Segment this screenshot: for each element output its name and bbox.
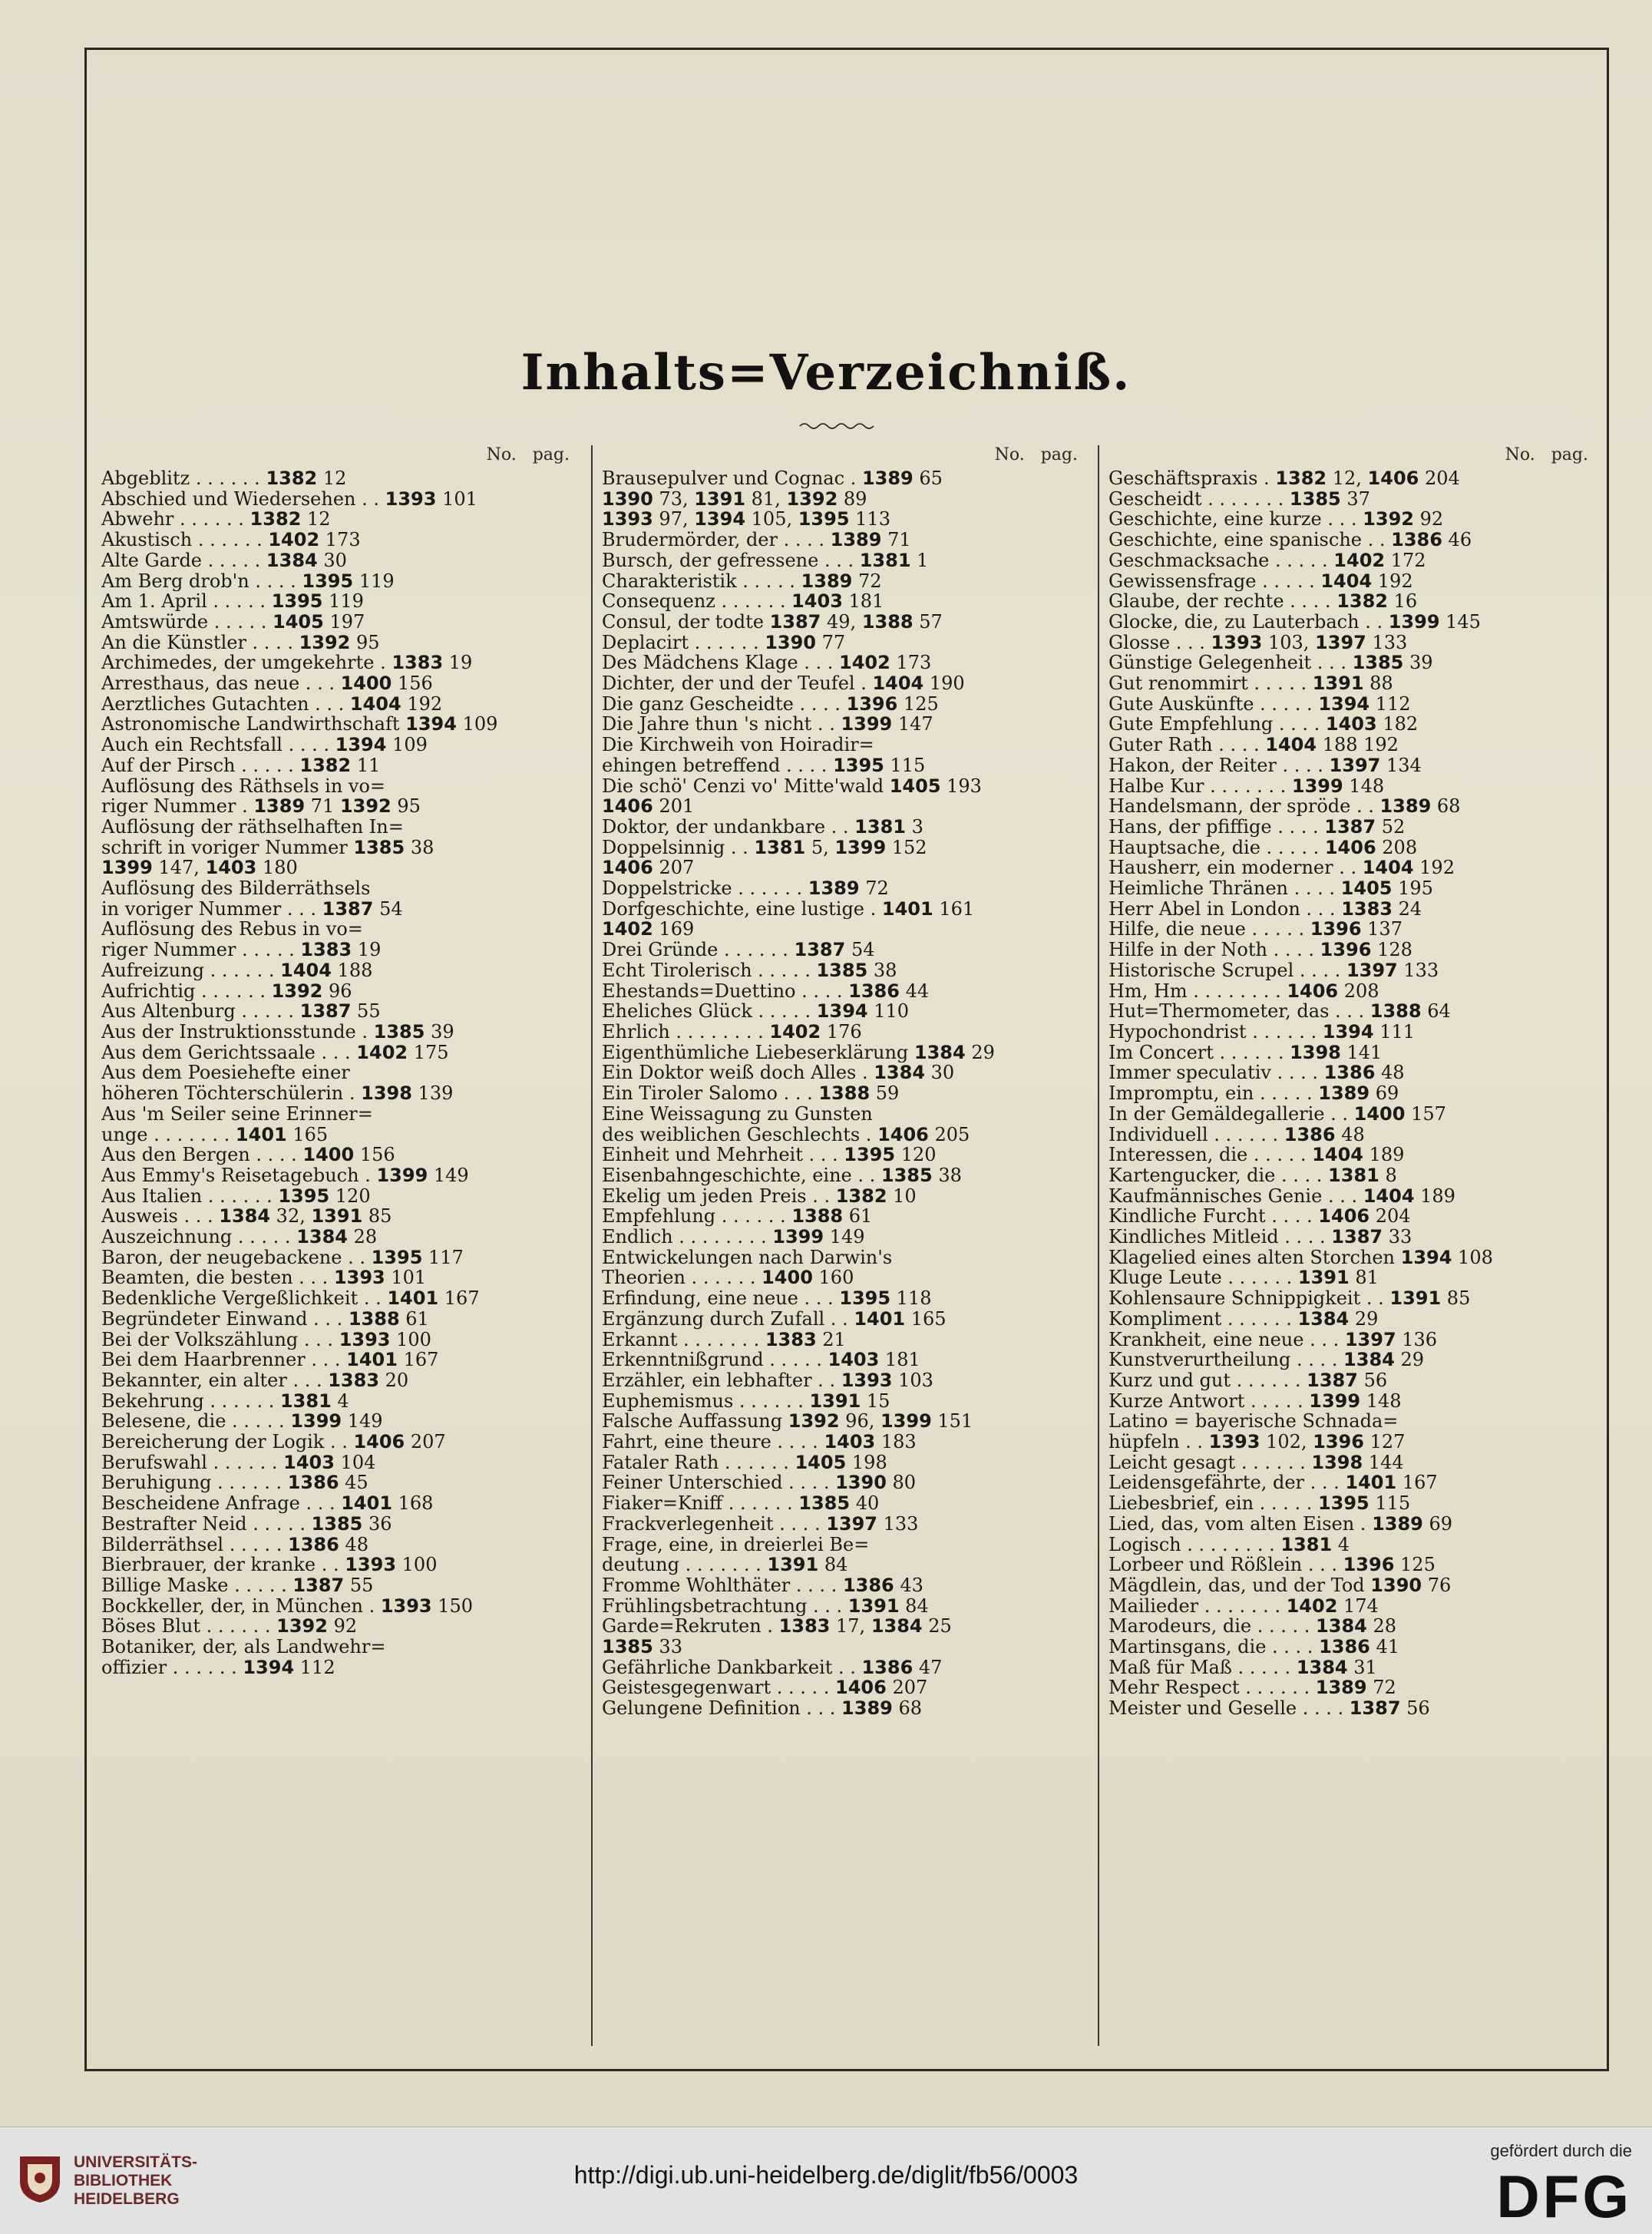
- index-entry: Glaube, der rechte . . . . 1382 16: [1108, 591, 1418, 612]
- index-entry: Ehestands=Duettino . . . . 1386 44: [602, 980, 930, 1002]
- index-entry: Hilfe in der Noth . . . . 1396 128: [1108, 940, 1412, 960]
- index-entry: Falsche Auffassung 1392 96, 1399 151: [602, 1411, 973, 1433]
- index-entry: Kurze Antwort . . . . . 1399 148: [1108, 1390, 1402, 1412]
- column-header: No. pag.: [1505, 445, 1588, 464]
- index-entry: Gut renommirt . . . . . 1391 88: [1108, 673, 1393, 694]
- index-entry: Aus dem Poesiehefte einer: [101, 1062, 350, 1084]
- index-entry: Bei dem Haarbrenner . . . 1401 167: [101, 1350, 439, 1370]
- index-entry: 1399 147, 1403 180: [101, 858, 298, 879]
- index-entry: Consul, der todte 1387 49, 1388 57: [602, 611, 943, 633]
- index-entry: 1406 201: [602, 796, 695, 817]
- index-entry: Kompliment . . . . . . 1384 29: [1108, 1308, 1379, 1330]
- index-entry: Empfehlung . . . . . . 1388 61: [602, 1206, 873, 1228]
- index-entry: Aus der Instruktionsstunde . 1385 39: [101, 1021, 454, 1043]
- index-entry: Meister und Geselle . . . . 1387 56: [1108, 1698, 1430, 1719]
- index-entry: Immer speculativ . . . . 1386 48: [1108, 1062, 1405, 1084]
- index-entry: Fiaker=Kniff . . . . . . 1385 40: [602, 1493, 880, 1514]
- index-entry: Marodeurs, die . . . . . 1384 28: [1108, 1616, 1397, 1637]
- index-entry: Erkannt . . . . . . . 1383 21: [602, 1329, 846, 1350]
- index-entry: Bursch, der gefressene . . . 1381 1: [602, 550, 929, 571]
- index-entry: Leicht gesagt . . . . . . 1398 144: [1108, 1452, 1404, 1473]
- index-entry: Auflösung des Räthsels in vo=: [101, 775, 386, 797]
- index-entry: Ein Doktor weiß doch Alles . 1384 30: [602, 1062, 955, 1084]
- index-entry: Heimliche Thränen . . . . 1405 195: [1108, 878, 1433, 899]
- index-entry: Archimedes, der umgekehrte . 1383 19: [101, 653, 473, 674]
- index-entry: Bockkeller, der, in München . 1393 150: [101, 1595, 474, 1617]
- index-entry: Eheliches Glück . . . . . 1394 110: [602, 1001, 910, 1022]
- index-entry: An die Künstler . . . . 1392 95: [101, 632, 380, 653]
- index-entry: Kindliche Furcht . . . . 1406 204: [1108, 1206, 1411, 1228]
- index-entry: In der Gemäldegallerie . . 1400 157: [1108, 1103, 1446, 1125]
- index-entry: Aus Emmy's Reisetagebuch . 1399 149: [101, 1165, 469, 1186]
- index-entry: Hut=Thermometer, das . . . 1388 64: [1108, 1001, 1451, 1022]
- index-entry: Feiner Unterschied . . . . 1390 80: [602, 1472, 917, 1494]
- index-entry: Aus 'm Seiler seine Erinner=: [101, 1103, 373, 1125]
- index-entry: Hakon, der Reiter . . . . 1397 134: [1108, 755, 1422, 776]
- index-entry: Doppelstricke . . . . . . 1389 72: [602, 878, 889, 899]
- column-header: No. pag.: [486, 445, 570, 464]
- index-entry: Frage, eine, in dreierlei Be=: [602, 1534, 870, 1555]
- index-entry: Astronomische Landwirthschaft 1394 109: [101, 714, 498, 735]
- index-entry: Leidensgefährte, der . . . 1401 167: [1108, 1472, 1438, 1494]
- index-entry: Glosse . . . 1393 103, 1397 133: [1108, 632, 1408, 653]
- dfg-logo: DFG: [1496, 2163, 1632, 2230]
- index-entry: Kluge Leute . . . . . . 1391 81: [1108, 1267, 1379, 1289]
- source-url-link[interactable]: http://digi.ub.uni-heidelberg.de/diglit/fb56/0003: [573, 2161, 1079, 2189]
- index-entry: Kohlensaure Schnippigkeit . . 1391 85: [1108, 1288, 1471, 1309]
- index-entry: hüpfeln . . 1393 102, 1396 127: [1108, 1432, 1406, 1452]
- index-entry: Aus Altenburg . . . . . 1387 55: [101, 1001, 381, 1022]
- index-entry: Lied, das, vom alten Eisen . 1389 69: [1108, 1513, 1453, 1535]
- index-entry: Mägdlein, das, und der Tod 1390 76: [1108, 1575, 1452, 1596]
- index-column-1: [92, 445, 583, 2046]
- entry-list: [1099, 468, 1602, 1719]
- index-entry: Arresthaus, das neue . . . 1400 156: [101, 673, 433, 694]
- title-flourish: [798, 421, 875, 431]
- index-entry: Hans, der pfiffige . . . . 1387 52: [1108, 816, 1406, 838]
- index-entry: Geschichte, eine spanische . . 1386 46: [1108, 530, 1472, 550]
- index-entry: Kartengucker, die . . . . 1381 8: [1108, 1165, 1397, 1186]
- index-entry: Abgeblitz . . . . . . 1382 12: [101, 468, 347, 489]
- index-entry: in voriger Nummer . . . 1387 54: [101, 898, 403, 920]
- index-entry: Abschied und Wiedersehen . . 1393 101: [101, 488, 477, 510]
- index-entry: Dorfgeschichte, eine lustige . 1401 161: [602, 898, 975, 920]
- index-entry: schrift in voriger Nummer 1385 38: [101, 837, 434, 858]
- index-entry: Mehr Respect . . . . . . 1389 72: [1108, 1677, 1396, 1699]
- index-entry: deutung . . . . . . . 1391 84: [602, 1555, 848, 1575]
- index-entry: Halbe Kur . . . . . . . 1399 148: [1108, 775, 1385, 797]
- index-entry: Die schö' Cenzi vo' Mitte'wald 1405 193: [602, 775, 982, 797]
- index-entry: Impromptu, ein . . . . . 1389 69: [1108, 1083, 1399, 1104]
- index-entry: Am 1. April . . . . . 1395 119: [101, 591, 364, 612]
- index-entry: 1385 33: [602, 1637, 682, 1657]
- index-entry: Geschmacksache . . . . . 1402 172: [1108, 550, 1426, 571]
- index-entry: Erfindung, eine neue . . . 1395 118: [602, 1288, 932, 1309]
- index-entry: 1406 207: [602, 858, 695, 879]
- index-column-3: [1098, 445, 1602, 2046]
- index-entry: Hausherr, ein moderner . . 1404 192: [1108, 858, 1455, 879]
- index-entry: Aus dem Gerichtssaale . . . 1402 175: [101, 1042, 449, 1063]
- index-entry: Aerztliches Gutachten . . . 1404 192: [101, 693, 443, 715]
- index-entry: Belesene, die . . . . . 1399 149: [101, 1411, 383, 1433]
- index-entry: Auf der Pirsch . . . . . 1382 11: [101, 755, 381, 776]
- index-entry: Dichter, der und der Teufel . 1404 190: [602, 673, 965, 694]
- index-entry: Frühlingsbetrachtung . . . 1391 84: [602, 1595, 929, 1617]
- index-entry: des weiblichen Geschlechts . 1406 205: [602, 1124, 970, 1145]
- index-entry: Historische Scrupel . . . . 1397 133: [1108, 960, 1439, 981]
- index-entry: Kunstverurtheilung . . . . 1384 29: [1108, 1350, 1425, 1370]
- index-entry: Theorien . . . . . . 1400 160: [602, 1267, 854, 1289]
- index-entry: offizier . . . . . . 1394 112: [101, 1657, 335, 1678]
- index-entry: riger Nummer . 1389 71 1392 95: [101, 796, 421, 817]
- index-entry: Abwehr . . . . . . 1382 12: [101, 509, 331, 530]
- index-entry: Erkenntnißgrund . . . . . 1403 181: [602, 1350, 920, 1370]
- library-line-3: HEIDELBERG: [74, 2190, 180, 2208]
- index-entry: Botaniker, der, als Landwehr=: [101, 1637, 386, 1657]
- index-entry: Bierbrauer, der kranke . . 1393 100: [101, 1555, 438, 1575]
- index-entry: Aufrichtig . . . . . . 1392 96: [101, 980, 352, 1002]
- index-entry: Akustisch . . . . . . 1402 173: [101, 530, 361, 550]
- index-entry: Hilfe, die neue . . . . . 1396 137: [1108, 919, 1403, 940]
- index-entry: Kurz und gut . . . . . . 1387 56: [1108, 1370, 1388, 1391]
- index-entry: Bekehrung . . . . . . 1381 4: [101, 1390, 349, 1412]
- index-entry: Erzähler, ein lebhafter . . 1393 103: [602, 1370, 933, 1391]
- index-entry: Bereicherung der Logik . . 1406 207: [101, 1432, 446, 1452]
- index-entry: Begründeter Einwand . . . 1388 61: [101, 1308, 429, 1330]
- index-entry: Latino = bayerische Schnada=: [1108, 1411, 1399, 1433]
- index-entry: Drei Gründe . . . . . . 1387 54: [602, 940, 875, 960]
- index-entry: Hypochondrist . . . . . . 1394 111: [1108, 1021, 1415, 1043]
- index-entry: 1390 73, 1391 81, 1392 89: [602, 488, 867, 510]
- index-entry: Brudermörder, der . . . . 1389 71: [602, 530, 911, 550]
- index-entry: Krankheit, eine neue . . . 1397 136: [1108, 1329, 1438, 1350]
- funded-by-label: gefördert durch die: [1490, 2141, 1632, 2160]
- index-entry: Bilderräthsel . . . . . 1386 48: [101, 1534, 368, 1555]
- index-entry: Auflösung des Rebus in vo=: [101, 919, 363, 940]
- index-column-2: [591, 445, 1092, 2046]
- index-entry: Bescheidene Anfrage . . . 1401 168: [101, 1493, 434, 1514]
- index-entry: Klagelied eines alten Storchen 1394 108: [1108, 1247, 1493, 1268]
- index-entry: Endlich . . . . . . . . 1399 149: [602, 1227, 865, 1248]
- index-entry: Interessen, die . . . . . 1404 189: [1108, 1145, 1405, 1165]
- index-entry: Geschäftspraxis . 1382 12, 1406 204: [1108, 468, 1460, 489]
- index-entry: Geschichte, eine kurze . . . 1392 92: [1108, 509, 1444, 530]
- index-entry: Im Concert . . . . . . 1398 141: [1108, 1042, 1383, 1063]
- index-entry: Auflösung der räthselhaften In=: [101, 816, 404, 838]
- index-entry: Ausweis . . . 1384 32, 1391 85: [101, 1206, 392, 1228]
- index-entry: Frackverlegenheit . . . . 1397 133: [602, 1513, 919, 1535]
- index-entry: Eigenthümliche Liebeserklärung 1384 29: [602, 1042, 995, 1063]
- index-entry: Logisch . . . . . . . . 1381 4: [1108, 1534, 1350, 1555]
- index-entry: Gescheidt . . . . . . . 1385 37: [1108, 488, 1370, 510]
- index-entry: Gefährliche Dankbarkeit . . 1386 47: [602, 1657, 943, 1678]
- index-entry: Auszeichnung . . . . . 1384 28: [101, 1227, 378, 1248]
- index-entry: Doppelsinnig . . 1381 5, 1399 152: [602, 837, 927, 858]
- index-entry: Kaufmännisches Genie . . . 1404 189: [1108, 1185, 1455, 1207]
- entry-list: [92, 468, 583, 1677]
- index-entry: unge . . . . . . . 1401 165: [101, 1124, 329, 1145]
- index-entry: Bedenkliche Vergeßlichkeit . . 1401 167: [101, 1288, 480, 1309]
- index-entry: Eisenbahngeschichte, eine . . 1385 38: [602, 1165, 962, 1186]
- index-entry: Maß für Maß . . . . . 1384 31: [1108, 1657, 1377, 1678]
- entry-list: [593, 468, 1092, 1719]
- index-entry: Billige Maske . . . . . 1387 55: [101, 1575, 374, 1596]
- index-entry: Böses Blut . . . . . . 1392 92: [101, 1616, 358, 1637]
- index-entry: Ehrlich . . . . . . . . 1402 176: [602, 1021, 862, 1043]
- index-entry: Auch ein Rechtsfall . . . . 1394 109: [101, 735, 428, 755]
- index-entry: Geistesgegenwart . . . . . 1406 207: [602, 1677, 928, 1699]
- index-entry: Doktor, der undankbare . . 1381 3: [602, 816, 923, 838]
- index-entry: Berufswahl . . . . . . 1403 104: [101, 1452, 376, 1473]
- index-entry: Martinsgans, die . . . . 1386 41: [1108, 1637, 1400, 1657]
- index-entry: Hm, Hm . . . . . . . . 1406 208: [1108, 980, 1379, 1002]
- index-entry: Gelungene Definition . . . 1389 68: [602, 1698, 923, 1719]
- index-entry: Alte Garde . . . . . 1384 30: [101, 550, 347, 571]
- column-header: No. pag.: [994, 445, 1078, 464]
- index-entry: höheren Töchterschülerin . 1398 139: [101, 1083, 454, 1104]
- index-entry: Aufreizung . . . . . . 1404 188: [101, 960, 373, 981]
- index-entry: ehingen betreffend . . . . 1395 115: [602, 755, 926, 776]
- index-entry: Gute Auskünfte . . . . . 1394 112: [1108, 693, 1411, 715]
- index-entry: Individuell . . . . . . 1386 48: [1108, 1124, 1365, 1145]
- index-entry: Gute Empfehlung . . . . 1403 182: [1108, 714, 1419, 735]
- page-title: Inhalts=Verzeichniß.: [520, 344, 1132, 402]
- index-entry: Lorbeer und Rößlein . . . 1396 125: [1108, 1555, 1436, 1575]
- index-entry: Mailieder . . . . . . . 1402 174: [1108, 1595, 1379, 1617]
- index-entry: Beamten, die besten . . . 1393 101: [101, 1267, 427, 1289]
- index-entry: Kindliches Mitleid . . . . 1387 33: [1108, 1227, 1412, 1248]
- index-entry: Glocke, die, zu Lauterbach . . 1399 145: [1108, 611, 1481, 633]
- index-entry: Liebesbrief, ein . . . . . 1395 115: [1108, 1493, 1411, 1514]
- index-entry: Bestrafter Neid . . . . . 1385 36: [101, 1513, 392, 1535]
- viewer-footer: [0, 2127, 1652, 2234]
- library-line-1: UNIVERSITÄTS-: [74, 2153, 198, 2171]
- index-entry: Gewissensfrage . . . . . 1404 192: [1108, 570, 1413, 592]
- index-entry: Brausepulver und Cognac . 1389 65: [602, 468, 943, 489]
- index-entry: riger Nummer . . . . . 1383 19: [101, 940, 382, 960]
- index-entry: 1393 97, 1394 105, 1395 113: [602, 509, 890, 530]
- index-entry: Bekannter, ein alter . . . 1383 20: [101, 1370, 409, 1391]
- index-entry: Beruhigung . . . . . . 1386 45: [101, 1472, 368, 1494]
- index-entry: Des Mädchens Klage . . . 1402 173: [602, 653, 932, 674]
- index-entry: Handelsmann, der spröde . . 1389 68: [1108, 796, 1461, 817]
- index-entry: Ein Tiroler Salomo . . . 1388 59: [602, 1083, 900, 1104]
- index-entry: Günstige Gelegenheit . . . 1385 39: [1108, 653, 1433, 674]
- index-entry: Hauptsache, die . . . . . 1406 208: [1108, 837, 1418, 858]
- index-entry: Aus den Bergen . . . . 1400 156: [101, 1145, 395, 1165]
- index-entry: Amtswürde . . . . . 1405 197: [101, 611, 365, 633]
- index-entry: Am Berg drob'n . . . . 1395 119: [101, 570, 395, 592]
- index-entry: Garde=Rekruten . 1383 17, 1384 25: [602, 1616, 952, 1637]
- index-entry: Guter Rath . . . . 1404 188 192: [1108, 735, 1399, 755]
- index-entry: Die Kirchweih von Hoiradir=: [602, 735, 874, 755]
- index-entry: Charakteristik . . . . . 1389 72: [602, 570, 882, 592]
- index-entry: Echt Tirolerisch . . . . . 1385 38: [602, 960, 897, 981]
- index-entry: Entwickelungen nach Darwin's: [602, 1247, 893, 1268]
- index-entry: Euphemismus . . . . . . 1391 15: [602, 1390, 890, 1412]
- index-entry: 1402 169: [602, 919, 695, 940]
- index-entry: Ekelig um jeden Preis . . 1382 10: [602, 1185, 917, 1207]
- index-entry: Baron, der neugebackene . . 1395 117: [101, 1247, 464, 1268]
- index-entry: Die ganz Gescheidte . . . . 1396 125: [602, 693, 939, 715]
- index-entry: Consequenz . . . . . . 1403 181: [602, 591, 884, 612]
- index-entry: Bei der Volkszählung . . . 1393 100: [101, 1329, 431, 1350]
- index-entry: Fahrt, eine theure . . . . 1403 183: [602, 1432, 917, 1452]
- index-entry: Herr Abel in London . . . 1383 24: [1108, 898, 1422, 920]
- index-entry: Eine Weissagung zu Gunsten: [602, 1103, 873, 1125]
- index-entry: Fataler Rath . . . . . . 1405 198: [602, 1452, 887, 1473]
- library-line-2: BIBLIOTHEK: [74, 2172, 173, 2189]
- index-entry: Die Jahre thun 's nicht . . 1399 147: [602, 714, 933, 735]
- index-entry: Aus Italien . . . . . . 1395 120: [101, 1185, 371, 1207]
- index-entry: Auflösung des Bilderräthsels: [101, 878, 371, 899]
- index-entry: Ergänzung durch Zufall . . 1401 165: [602, 1308, 947, 1330]
- index-entry: Einheit und Mehrheit . . . 1395 120: [602, 1145, 937, 1165]
- index-entry: Deplacirt . . . . . . 1390 77: [602, 632, 846, 653]
- index-entry: Fromme Wohlthäter . . . . 1386 43: [602, 1575, 923, 1596]
